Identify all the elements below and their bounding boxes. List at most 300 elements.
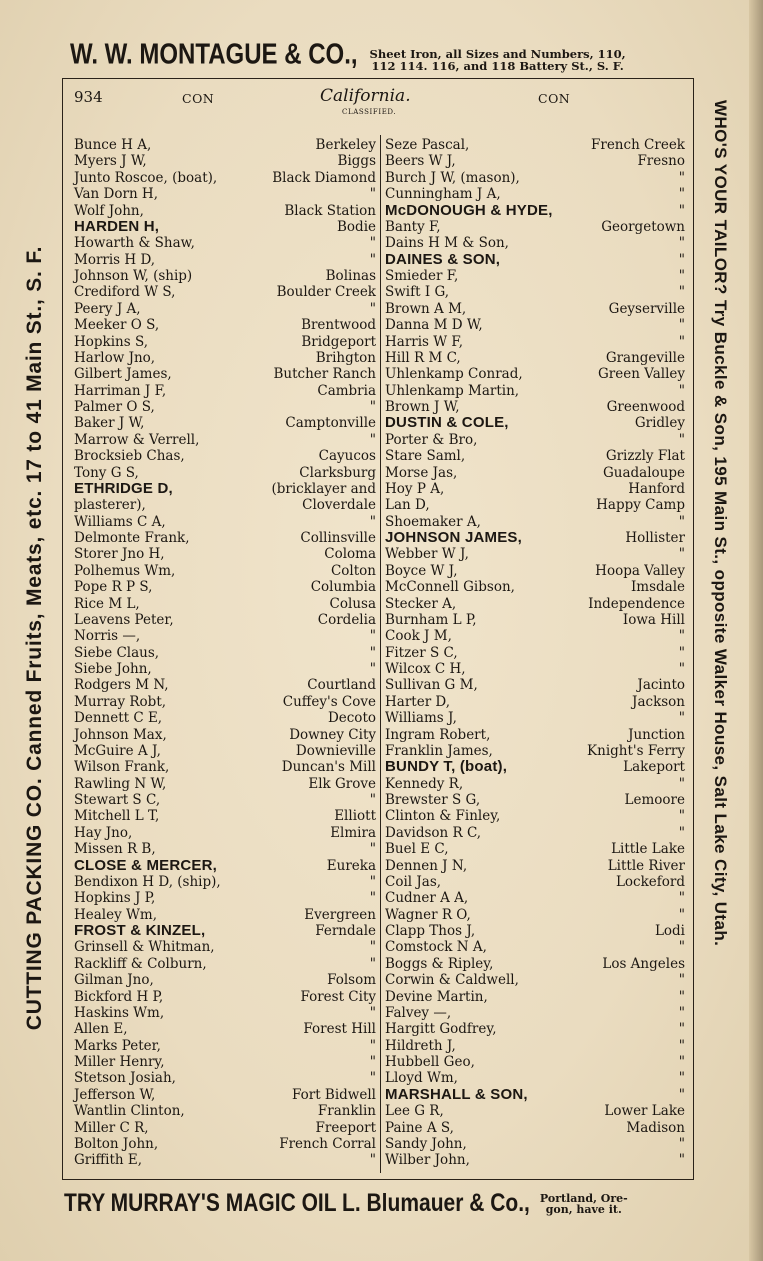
directory-entry: [385, 203, 685, 219]
directory-entry: [385, 596, 685, 612]
entry-place: Forest Hill: [303, 1021, 376, 1038]
entry-name: Marks Peter,: [74, 1037, 161, 1054]
entry-place: ": [369, 251, 376, 268]
entry-name: Junto Roscoe, (boat),: [74, 169, 218, 186]
entry-name: Wolf John,: [74, 202, 144, 219]
entry-place: Camptonville: [285, 415, 376, 432]
entry-place: Columbia: [310, 579, 376, 596]
entry-name: Dennett C E,: [74, 710, 163, 727]
entry-name: Miller Henry,: [74, 1054, 165, 1070]
entry-place: Lemoore: [624, 792, 685, 808]
entry-place: Gridley: [634, 415, 685, 432]
directory-entry: [385, 972, 685, 988]
directory-entry: [385, 1087, 685, 1103]
entry-name: McDONOUGH & HYDE,: [385, 201, 553, 219]
entry-place: Biggs: [337, 153, 376, 170]
entry-name: Coil Jas,: [385, 873, 442, 890]
entry-name: Leavens Peter,: [74, 611, 174, 628]
entry-place: Madison: [626, 1119, 685, 1136]
entry-name: Howarth & Shaw,: [74, 235, 195, 252]
directory-entry: [74, 792, 376, 808]
entry-place: ": [369, 873, 376, 890]
directory-entry: [385, 907, 685, 923]
entry-place: ": [369, 186, 376, 203]
entry-name: Corwin & Caldwell,: [385, 972, 519, 989]
directory-entry: [74, 383, 376, 399]
directory-entry: [74, 366, 376, 382]
directory-entry: [74, 317, 376, 333]
directory-entry: [74, 219, 376, 235]
directory-entry: [385, 252, 685, 268]
page-title: California.: [320, 86, 411, 106]
directory-entry: [74, 579, 376, 595]
entry-place: Elk Grove: [308, 775, 376, 792]
entry-name: Comstock N A,: [385, 939, 487, 956]
entry-name: Storer Jno H,: [74, 546, 165, 563]
entry-place: ": [678, 317, 685, 334]
bottom-ad-text: TRY MURRAY'S MAGIC OIL L. Blumauer & Co.,: [64, 1189, 530, 1218]
directory-entry: [74, 907, 376, 923]
entry-name: Siebe Claus,: [74, 644, 160, 661]
left-margin-advertisement: CUTTING PACKING CO. Canned Fruits, Meats, etc. 17 to 41 Main St., S. F.: [23, 245, 46, 1031]
directory-entry: [74, 677, 376, 693]
entry-place: ": [678, 1004, 685, 1021]
entry-name: Delmonte Frank,: [74, 530, 190, 546]
entry-name: Haskins Wm,: [74, 1004, 165, 1021]
entry-place: Duncan's Mill: [281, 759, 376, 776]
entry-place: ": [678, 939, 685, 956]
entry-name: Hopkins J P,: [74, 890, 156, 907]
entry-name: FROST & KINZEL,: [74, 922, 206, 939]
entry-name: Danna M D W,: [385, 317, 483, 334]
directory-entry: [74, 972, 376, 988]
entry-place: Freeport: [315, 1119, 376, 1136]
entry-name: Gilman Jno,: [74, 972, 154, 989]
directory-entry: [385, 317, 685, 333]
entry-place: Evergreen: [304, 906, 376, 923]
entry-place: ": [678, 1021, 685, 1038]
directory-entry: [385, 497, 685, 513]
entry-name: Cudner A A,: [385, 890, 469, 907]
entry-place: Geyserville: [608, 300, 685, 317]
entry-place: Cordelia: [317, 611, 376, 628]
directory-entry: [74, 1087, 376, 1103]
entry-name: Murray Robt,: [74, 693, 167, 710]
directory-entry: [385, 612, 685, 628]
entry-name: DAINES & SON,: [385, 250, 501, 268]
entry-place: Greenwood: [606, 399, 685, 415]
entry-place: ": [369, 1152, 376, 1169]
directory-entry: [74, 628, 376, 644]
entry-name: Banty F,: [385, 218, 441, 235]
entry-name: Burnham L P,: [385, 611, 477, 628]
entry-name: Bolton John,: [74, 1135, 159, 1152]
directory-entry: [385, 989, 685, 1005]
entry-name: Myers J W,: [74, 153, 147, 170]
entry-place: ": [369, 955, 376, 972]
entry-place: ": [678, 382, 685, 399]
directory-entry: [74, 514, 376, 530]
entry-name: CLOSE & MERCER,: [74, 856, 218, 874]
entry-name: Brocksieb Chas,: [74, 448, 185, 465]
directory-entry: [385, 628, 685, 644]
directory-entry: [385, 645, 685, 661]
directory-entry: [385, 383, 685, 399]
entry-place: ": [678, 1070, 685, 1087]
entry-name: Allen E,: [74, 1021, 128, 1038]
entry-name: Van Dorn H,: [74, 186, 158, 203]
entry-name: Boyce W J,: [385, 562, 458, 579]
directory-entry: [74, 235, 376, 251]
directory-entry: [74, 956, 376, 972]
directory-entry: [74, 989, 376, 1005]
directory-entry: [385, 1021, 685, 1037]
entry-place: ": [678, 1037, 685, 1054]
entry-name: DUSTIN & COLE,: [385, 414, 509, 432]
directory-entry: [385, 399, 685, 415]
entry-name: Palmer O S,: [74, 399, 155, 415]
entry-name: Clinton & Finley,: [385, 808, 501, 825]
directory-entry: [385, 792, 685, 808]
entry-name: BUNDY T, (boat),: [385, 758, 508, 776]
entry-place: ": [678, 628, 685, 645]
entry-name: Williams C A,: [74, 513, 166, 530]
entry-name: Polhemus Wm,: [74, 562, 176, 579]
entry-place: ": [678, 1152, 685, 1169]
directory-entry: [74, 612, 376, 628]
directory-entry: [385, 759, 685, 775]
top-ad-detail: [370, 48, 626, 72]
header-left-code: CON: [182, 91, 215, 106]
directory-entry: [385, 415, 685, 431]
entry-place: Downieville: [295, 742, 376, 759]
entry-place: Lower Lake: [604, 1103, 685, 1120]
directory-entry: [74, 874, 376, 890]
entry-place: Boulder Creek: [276, 284, 376, 301]
entry-place: Butcher Ranch: [273, 366, 376, 383]
entry-name: Harris W F,: [385, 333, 463, 350]
directory-entry: [74, 170, 376, 186]
entry-place: ": [678, 186, 685, 203]
directory-entry: [74, 1120, 376, 1136]
entry-name: Burch J W, (mason),: [385, 169, 520, 186]
column-divider: [380, 135, 381, 1173]
entry-place: Decoto: [327, 710, 376, 727]
entry-name: Morse Jas,: [385, 464, 458, 481]
entry-place: Berkeley: [315, 137, 376, 153]
directory-entry: [385, 776, 685, 792]
entry-name: Harlow Jno,: [74, 349, 156, 366]
bottom-ad-location-2: gon, have it.: [545, 1203, 622, 1216]
directory-entry: [74, 727, 376, 743]
entry-name: Brewster S G,: [385, 792, 481, 808]
directory-entry: [74, 939, 376, 955]
entry-place: Bolinas: [325, 268, 376, 284]
entry-name: Hargitt Godfrey,: [385, 1021, 497, 1038]
entry-place: Colusa: [329, 595, 376, 612]
entry-name: Harter D,: [385, 693, 451, 710]
entry-place: Black Diamond: [272, 169, 376, 186]
directory-entry: [74, 546, 376, 562]
entry-place: Cayucos: [318, 448, 376, 465]
entry-name: Missen R B,: [74, 841, 156, 858]
entry-name: Wilcox C H,: [385, 661, 466, 677]
entry-place: Brihgton: [315, 349, 376, 366]
directory-entry: [385, 727, 685, 743]
entry-place: Little Lake: [611, 841, 685, 858]
entry-name: Rice M L,: [74, 595, 140, 612]
entry-name: Devine Martin,: [385, 988, 488, 1005]
entry-name: Marrow & Verrell,: [74, 431, 200, 448]
directory-entry: [74, 661, 376, 677]
directory-entry: [74, 252, 376, 268]
directory-entry: [74, 268, 376, 284]
entry-name: Harriman J F,: [74, 382, 167, 399]
entry-place: ": [369, 1070, 376, 1087]
entry-place: Fresno: [637, 153, 685, 170]
entry-name: Peery J A,: [74, 300, 141, 317]
entry-place: ": [678, 431, 685, 448]
entry-place: Little River: [607, 857, 685, 874]
entry-name: Hopkins S,: [74, 333, 149, 350]
directory-entry: [74, 153, 376, 169]
page-number: 934: [74, 88, 103, 106]
entry-name: Sandy John,: [385, 1135, 467, 1152]
directory-entry: [74, 858, 376, 874]
entry-name: Dains H M & Son,: [385, 235, 509, 252]
entry-place: Clarksburg: [299, 464, 376, 481]
directory-entry: [385, 514, 685, 530]
entry-place: Lodi: [654, 923, 685, 939]
entry-place: Elliott: [334, 808, 376, 825]
entry-place: ": [369, 792, 376, 808]
directory-entry: [385, 137, 685, 153]
entry-name: Buel E C,: [385, 841, 449, 858]
entry-name: Johnson Max,: [74, 726, 167, 743]
entry-name: Lloyd Wm,: [385, 1070, 458, 1087]
directory-entry: [74, 743, 376, 759]
entry-place: Black Station: [284, 202, 376, 219]
entry-place: ": [678, 988, 685, 1005]
entry-name: Gilbert James,: [74, 366, 172, 383]
entry-place: ": [678, 775, 685, 792]
entry-place: Independence: [588, 595, 685, 612]
directory-entry: [74, 432, 376, 448]
entry-name: Falvey —,: [385, 1004, 452, 1021]
top-advertisement: [70, 38, 690, 72]
entry-name: Kennedy R,: [385, 775, 464, 792]
entry-place: ": [678, 808, 685, 825]
entry-name: Paine A S,: [385, 1119, 454, 1136]
entry-place: Eureka: [326, 857, 376, 874]
entry-place: ": [369, 513, 376, 530]
directory-entry: [74, 1152, 376, 1168]
entry-place: Georgetown: [601, 218, 685, 235]
bottom-ad-location: [540, 1193, 628, 1215]
entry-place: Hollister: [625, 530, 685, 546]
entry-place: ": [678, 906, 685, 923]
entry-name: McConnell Gibson,: [385, 579, 515, 596]
entry-place: ": [369, 628, 376, 645]
directory-entry: [74, 448, 376, 464]
entry-name: Stecker A,: [385, 595, 457, 612]
directory-entry: [74, 841, 376, 857]
entry-place: ": [678, 284, 685, 301]
entry-place: ": [369, 890, 376, 907]
entry-place: ": [678, 972, 685, 989]
entry-place: Grangeville: [605, 349, 685, 366]
directory-entry: [74, 1103, 376, 1119]
entry-place: Downey City: [289, 726, 376, 743]
page-subtitle: CLASSIFIED.: [342, 108, 397, 116]
entry-name: Hay Jno,: [74, 824, 133, 841]
directory-entry: [385, 186, 685, 202]
running-header: [70, 86, 685, 116]
directory-entry: [74, 465, 376, 481]
entry-place: ": [678, 1054, 685, 1070]
entry-name: plasterer),: [74, 497, 146, 514]
entry-name: Boggs & Ripley,: [385, 955, 494, 972]
entry-name: Hoy P A,: [385, 480, 445, 497]
entry-name: Seze Pascal,: [385, 137, 470, 153]
directory-entry: [74, 776, 376, 792]
entry-place: Courtland: [307, 677, 376, 694]
directory-entry: [74, 186, 376, 202]
entry-place: ": [678, 1135, 685, 1152]
entry-name: Ingram Robert,: [385, 726, 491, 743]
entry-place: Cloverdale: [302, 497, 376, 514]
directory-entry: [385, 530, 685, 546]
entry-place: Cuffey's Cove: [282, 693, 376, 710]
entry-name: Mitchell L T,: [74, 808, 160, 825]
directory-entry: [74, 334, 376, 350]
entry-name: Norris —,: [74, 628, 141, 645]
entry-place: Imsdale: [630, 579, 685, 596]
directory-entry: [74, 563, 376, 579]
entry-place: Coloma: [324, 546, 376, 563]
directory-entry: [385, 465, 685, 481]
directory-entry: [385, 841, 685, 857]
entry-name: Healey Wm,: [74, 906, 158, 923]
entry-place: Happy Camp: [596, 497, 685, 514]
directory-entry: [74, 301, 376, 317]
entry-place: ": [678, 202, 685, 219]
entry-name: Bickford H P,: [74, 988, 164, 1005]
directory-entry: [74, 890, 376, 906]
entry-name: MARSHALL & SON,: [385, 1085, 528, 1103]
entry-place: Lockeford: [615, 873, 685, 890]
entry-place: ": [678, 268, 685, 284]
entry-name: Stetson Josiah,: [74, 1070, 176, 1087]
entry-name: McGuire A J,: [74, 742, 161, 759]
entry-place: ": [678, 661, 685, 677]
entry-name: Griffith E,: [74, 1152, 143, 1169]
page-edge: [749, 0, 763, 1261]
entry-name: Shoemaker A,: [385, 513, 481, 530]
entry-name: Smieder F,: [385, 268, 459, 284]
entry-place: ": [369, 939, 376, 956]
directory-entry: [385, 1103, 685, 1119]
entry-name: Hildreth J,: [385, 1037, 456, 1054]
entry-name: Jefferson W,: [74, 1086, 156, 1103]
directory-entry: [385, 743, 685, 759]
directory-entry: [385, 1136, 685, 1152]
entry-name: Wilber John,: [385, 1152, 470, 1169]
directory-entry: [385, 661, 685, 677]
directory-entry: [74, 497, 376, 513]
directory-entry: [74, 1070, 376, 1086]
left-column: [74, 137, 376, 1169]
entry-place: Ferndale: [315, 923, 376, 939]
entry-place: Bridgeport: [301, 333, 376, 350]
entry-name: Wagner R O,: [385, 906, 471, 923]
directory-entry: [74, 1005, 376, 1021]
entry-name: Lee G R,: [385, 1103, 444, 1120]
directory-entry: [385, 432, 685, 448]
directory-entry: [385, 563, 685, 579]
directory-entry: [74, 923, 376, 939]
entry-name: Stare Saml,: [385, 448, 466, 465]
directory-entry: [385, 858, 685, 874]
directory-entry: [385, 268, 685, 284]
entry-place: Green Valley: [597, 366, 685, 383]
directory-entry: [385, 710, 685, 726]
directory-entry: [385, 939, 685, 955]
directory-entry: [385, 956, 685, 972]
directory-entry: [74, 808, 376, 824]
entry-place: ": [369, 235, 376, 252]
top-ad-firm: W. W. MONTAGUE & CO.,: [70, 38, 358, 71]
entry-place: ": [678, 644, 685, 661]
entry-place: Fort Bidwell: [292, 1086, 376, 1103]
entry-place: Franklin: [317, 1103, 376, 1120]
directory-entry: [385, 284, 685, 300]
entry-name: Johnson W, (ship): [74, 268, 193, 284]
directory-entry: [385, 1038, 685, 1054]
entry-name: Grinsell & Whitman,: [74, 939, 215, 956]
entry-place: Hanford: [628, 480, 685, 497]
entry-name: JOHNSON JAMES,: [385, 529, 522, 546]
entry-place: Forest City: [300, 988, 376, 1005]
entry-place: (bricklayer and: [271, 480, 376, 497]
directory-entry: [385, 825, 685, 841]
entry-name: Bendixon H D, (ship),: [74, 873, 221, 890]
directory-entry: [74, 203, 376, 219]
directory-entry: [74, 825, 376, 841]
directory-entry: [385, 923, 685, 939]
entry-name: ETHRIDGE D,: [74, 479, 173, 497]
directory-entry: [385, 219, 685, 235]
entry-name: Rodgers M N,: [74, 677, 169, 694]
entry-name: Lan D,: [385, 497, 430, 514]
entry-name: Franklin James,: [385, 742, 493, 759]
directory-entry: [385, 890, 685, 906]
entry-place: Los Angeles: [602, 955, 685, 972]
entry-place: Cambria: [317, 382, 376, 399]
entry-name: Baker J W,: [74, 415, 145, 432]
entry-place: Grizzly Flat: [605, 448, 685, 465]
directory-entry: [74, 759, 376, 775]
entry-name: Bunce H A,: [74, 137, 152, 153]
entry-place: Guadaloupe: [603, 464, 685, 481]
directory-entry: [385, 350, 685, 366]
entry-place: Elmira: [330, 824, 376, 841]
entry-place: Hoopa Valley: [595, 562, 685, 579]
entry-place: Knight's Ferry: [587, 742, 685, 759]
entry-place: Folsom: [327, 972, 376, 989]
entry-name: Porter & Bro,: [385, 431, 478, 448]
directory-entry: [74, 1021, 376, 1037]
